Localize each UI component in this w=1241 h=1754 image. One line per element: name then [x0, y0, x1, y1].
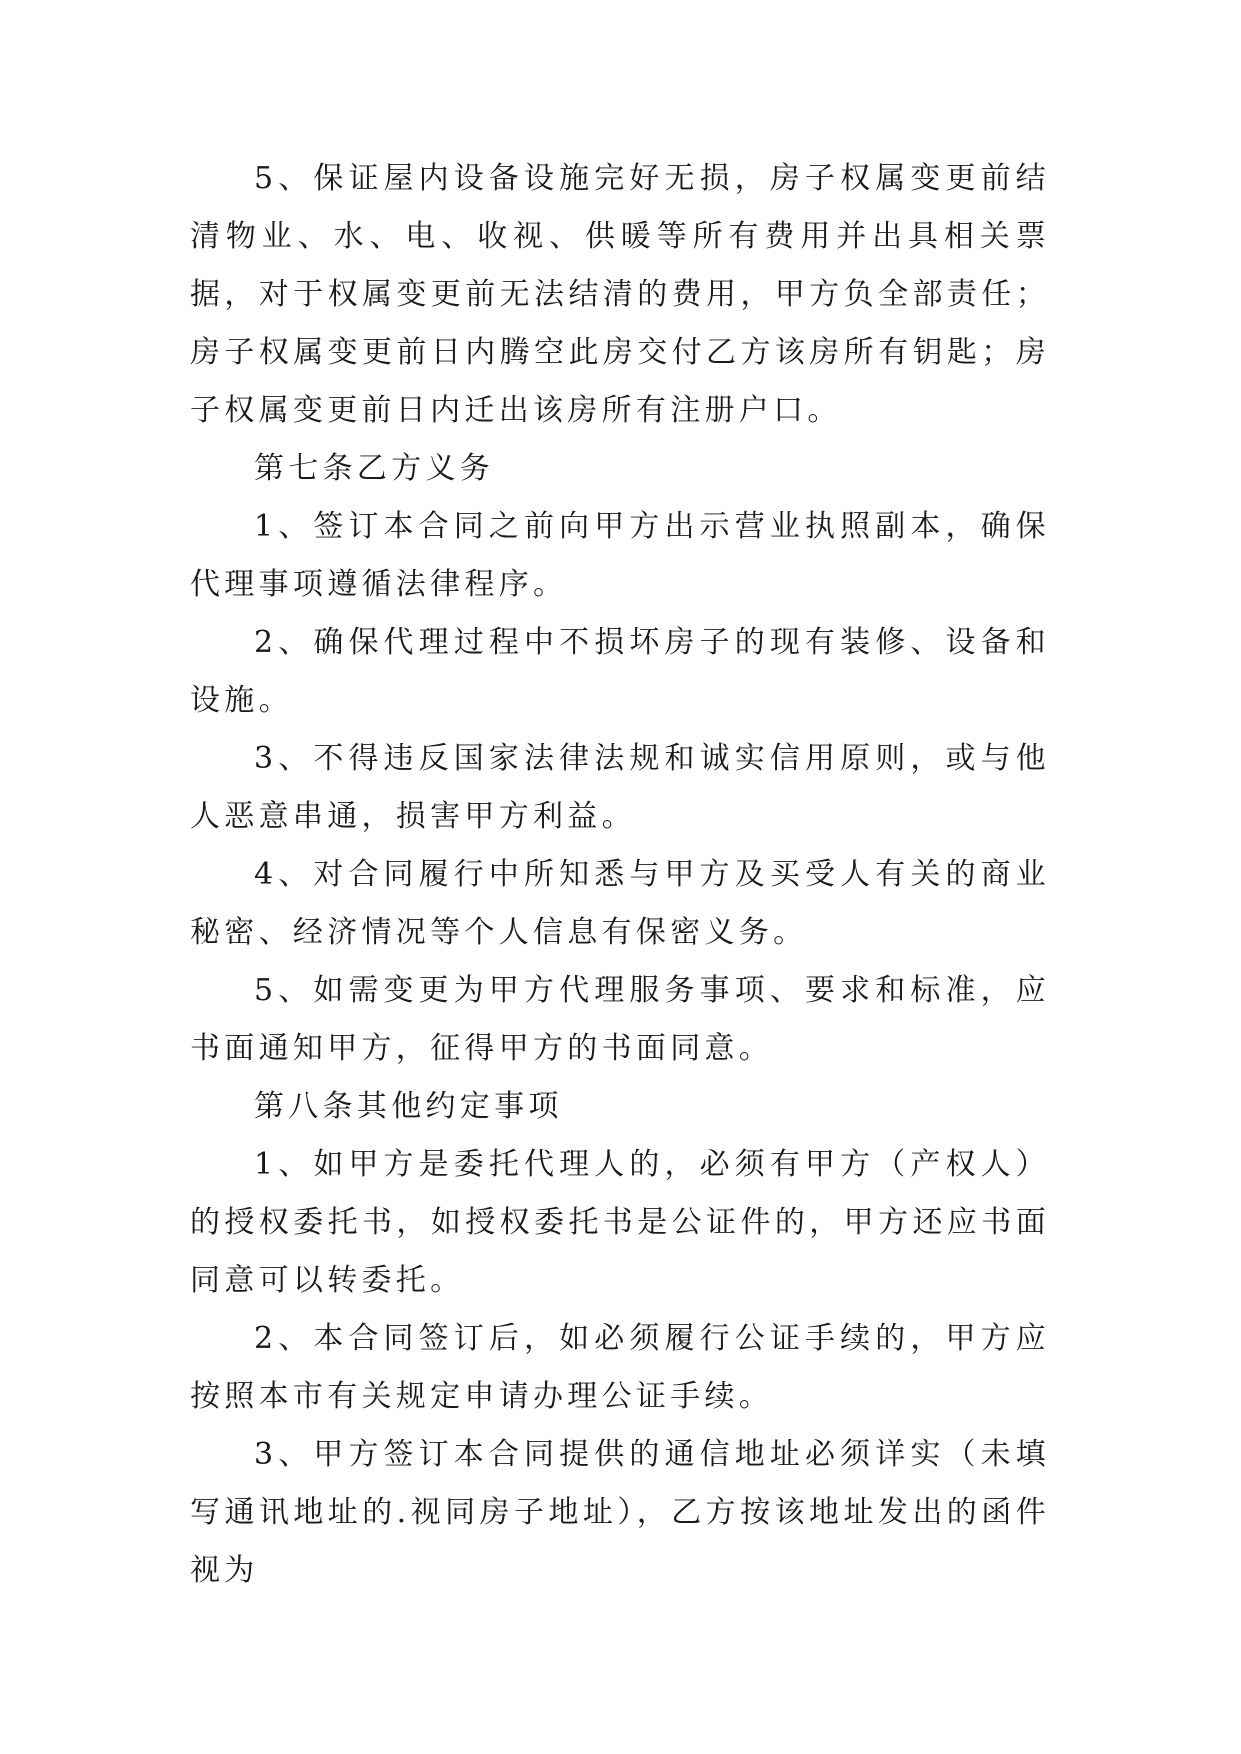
heading-article-7: 第七条乙方义务 [254, 451, 495, 486]
paragraph-other-terms-2: 2、本合同签订后，如必须履行公证手续的，甲方应按照本市有关规定申请办理公证手续。 [190, 1321, 1050, 1414]
paragraph-buyer-obligation-4: 4、对合同履行中所知悉与甲方及买受人有关的商业秘密、经济情况等个人信息有保密义务。 [190, 857, 1050, 950]
paragraph-buyer-obligation-2: 2、确保代理过程中不损坏房子的现有装修、设备和设施。 [190, 625, 1050, 718]
paragraph-buyer-obligation-5: 5、如需变更为甲方代理服务事项、要求和标准，应书面通知甲方，征得甲方的书面同意。 [190, 973, 1050, 1066]
paragraph-seller-obligation-5: 5、保证屋内设备设施完好无损，房子权属变更前结清物业、水、电、收视、供暖等所有费用并出具相关票据，对于权属变更前无法结清的费用，甲方负全部责任；房子权属变更前日内腾空此房交付乙方该房所有钥匙；房子权属变更前日内迁出该房所有注册户口。 [190, 161, 1050, 428]
document-page [190, 150, 1050, 1600]
paragraph-other-terms-1: 1、如甲方是委托代理人的，必须有甲方（产权人）的授权委托书，如授权委托书是公证件的，甲方还应书面同意可以转委托。 [190, 1147, 1050, 1298]
paragraph-other-terms-3: 3、甲方签订本合同提供的通信地址必须详实（未填写通讯地址的.视同房子地址），乙方按该地址发出的函件视为 [190, 1437, 1050, 1588]
paragraph-buyer-obligation-1: 1、签订本合同之前向甲方出示营业执照副本，确保代理事项遵循法律程序。 [190, 509, 1050, 602]
paragraph-buyer-obligation-3: 3、不得违反国家法律法规和诚实信用原则，或与他人恶意串通，损害甲方利益。 [190, 741, 1050, 834]
heading-article-8: 第八条其他约定事项 [254, 1089, 563, 1124]
